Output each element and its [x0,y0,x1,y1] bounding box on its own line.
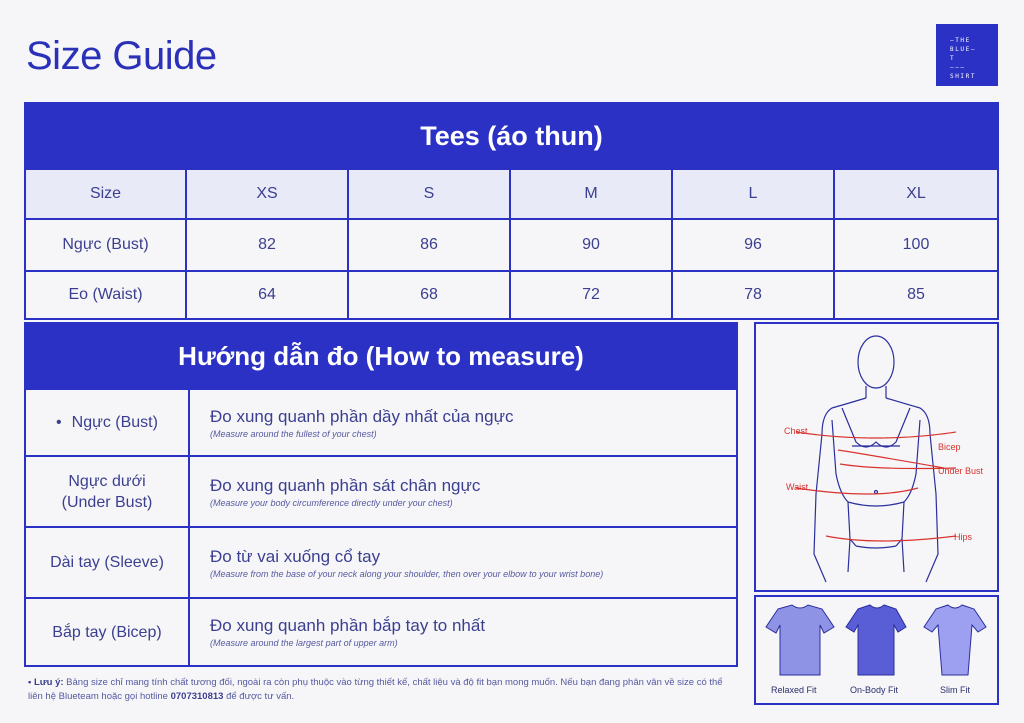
body-figure-illustration [756,324,997,590]
measure-heading: Hướng dẫn đo (How to measure) [26,324,736,388]
measure-table [24,322,738,667]
table-cell: 78 [673,270,835,318]
label-chest: Chest [784,426,808,436]
fit-label-relaxed: Relaxed Fit [771,685,817,695]
size-table [24,102,999,320]
label-waist: Waist [786,482,809,492]
measure-main-text: Đo xung quanh phần bắp tay to nhất [210,616,486,635]
table-cell: 85 [835,270,997,318]
logo-line: BLUE— [950,46,977,53]
table-cell: 100 [835,218,997,270]
measure-row [26,455,736,526]
hotline: 0707310813 [170,691,224,702]
measure-label [26,390,190,455]
note-suffix: để được tư vấn. [223,691,295,702]
logo-line: T [950,55,956,62]
measure-sub-text: (Measure from the base of your neck along your shoulder, then over your elbow to your wrist bone) [210,568,604,579]
bullet: • [56,414,62,431]
note-prefix: • Lưu ý: [28,677,64,688]
brand-logo [936,24,998,86]
fit-types-panel [754,595,999,705]
column-header: XS [187,168,349,218]
measure-description [190,599,736,665]
size-table-heading: Tees (áo thun) [26,104,997,168]
note-text: Bảng size chỉ mang tính chất tương đối, ngoài ra còn phụ thuộc vào từng thiết kế, chất liệu và độ fit bạn mong muốn. Nếu bạn đang phân vân về size có thể liên hệ Blueteam hoặc gọi hotline [28,677,723,702]
column-header: XL [835,168,997,218]
footnote [28,676,728,704]
measure-label [26,528,190,597]
size-grid [26,168,997,318]
measure-label [26,457,190,526]
column-header: S [349,168,511,218]
table-cell: 72 [511,270,673,318]
measure-row [26,597,736,665]
measure-sub-text: (Measure around the largest part of upper arm) [210,638,398,648]
measure-row [26,526,736,597]
label-bicep: Bicep [938,442,961,452]
on-body-fit-shirt [846,605,906,675]
measure-label-text: Dài tay (Sleeve) [50,554,164,571]
measure-label-text: Ngực dưới (Under Bust) [61,472,153,511]
logo-line: SHIRT [950,73,977,80]
measure-description [190,457,736,526]
table-cell: 68 [349,270,511,318]
measure-label [26,599,190,665]
table-cell: 82 [187,218,349,270]
measure-description [190,390,736,455]
page-title: Size Guide [26,34,217,78]
measure-row [26,388,736,455]
measure-main-text: Đo xung quanh phần dầy nhất của ngực [210,406,514,426]
column-header: L [673,168,835,218]
measure-sub-text: (Measure around the fullest of your chest) [210,428,377,439]
logo-line: —THE [950,37,971,44]
measure-sub-text: (Measure your body circumference directly under your chest) [210,497,453,508]
fit-label-on-body: On-Body Fit [850,685,899,695]
measure-label-text: Ngực (Bust) [71,414,158,431]
logo-line: ——— [950,64,966,71]
fit-label-slim: Slim Fit [940,685,970,695]
body-figure-panel [754,322,999,592]
measure-label-text: Bắp tay (Bicep) [52,623,162,641]
measure-main-text: Đo xung quanh phần sát chân ngực [210,475,481,495]
measure-main-text: Đo từ vai xuống cổ tay [210,546,381,566]
column-header: M [511,168,673,218]
label-hips: Hips [954,532,973,542]
column-header: Size [26,168,187,218]
row-label: Eo (Waist) [26,270,187,318]
table-cell: 90 [511,218,673,270]
table-cell: 86 [349,218,511,270]
row-label: Ngực (Bust) [26,218,187,270]
slim-fit-shirt [924,605,986,675]
table-cell: 64 [187,270,349,318]
table-cell: 96 [673,218,835,270]
relaxed-fit-shirt [766,605,834,675]
measure-description [190,528,736,597]
label-under-bust: Under Bust [938,466,984,476]
